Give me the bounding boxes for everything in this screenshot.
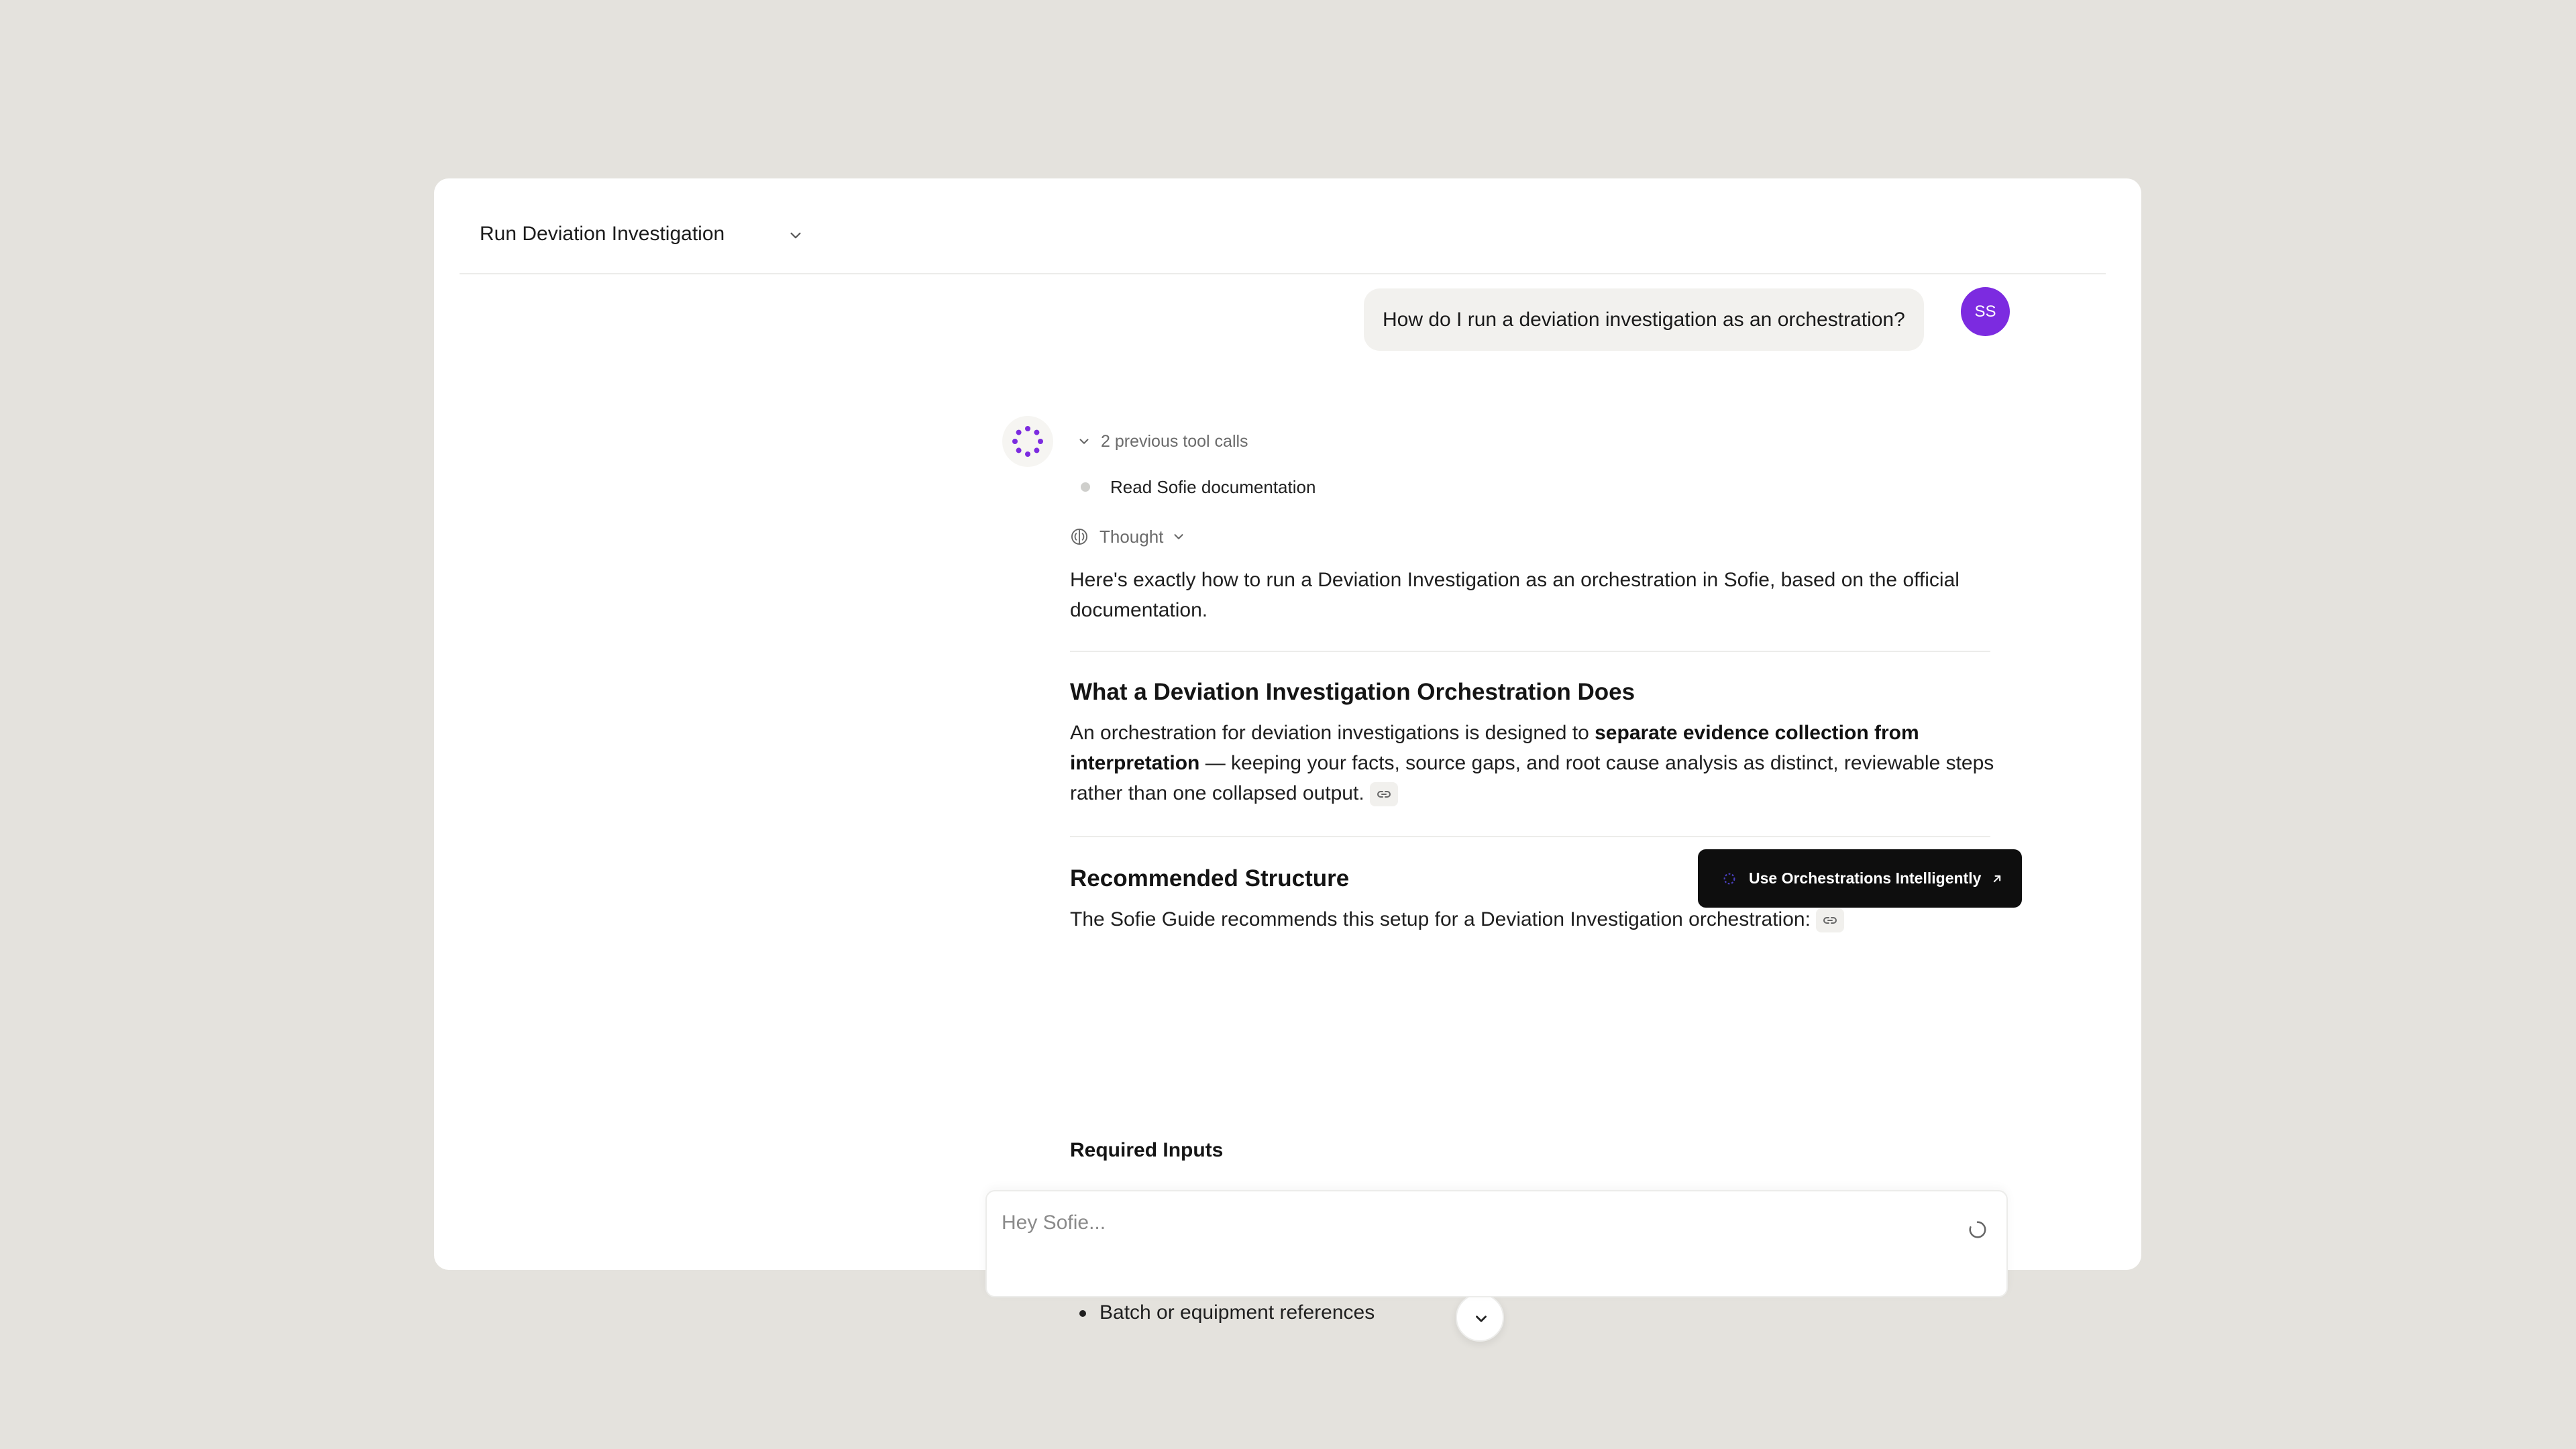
paragraph-bold: separate evidence collection from interpretation (1070, 722, 1919, 774)
tool-calls-label: 2 previous tool calls (1101, 431, 1248, 451)
message-composer (985, 1190, 2008, 1297)
message-input[interactable] (1002, 1212, 1927, 1234)
status-dot-icon (1081, 482, 1090, 492)
source-link-chip[interactable] (1370, 782, 1398, 806)
scroll-to-bottom-button[interactable] (1456, 1293, 1504, 1342)
source-link-chip[interactable] (1816, 908, 1844, 932)
chevron-down-icon (1077, 434, 1091, 449)
section-paragraph (1070, 904, 2043, 934)
source-tooltip[interactable] (1698, 849, 2022, 908)
tooltip-label: Use Orchestrations Intelligently (1749, 869, 1982, 887)
chat-window (434, 178, 2141, 1324)
chevron-down-icon (1472, 1310, 1490, 1328)
section-heading: Recommended Structure (1070, 865, 1350, 892)
loading-spinner-icon (1722, 871, 1737, 886)
divider (1070, 651, 1990, 652)
external-arrow-icon (1990, 872, 2004, 885)
thought-label: Thought (1099, 526, 1164, 547)
assistant-intro: Here's exactly how to run a Deviation Investigation as an orchestration in Sofie, based on the official documentation. (1070, 569, 1960, 621)
brain-icon (1070, 527, 1089, 546)
section-paragraph (1070, 718, 2009, 808)
tool-call-item[interactable] (1081, 474, 1316, 500)
chevron-down-icon[interactable] (787, 227, 804, 244)
chevron-down-icon (1171, 529, 1186, 544)
assistant-avatar (1002, 416, 1053, 467)
thought-toggle[interactable] (1070, 523, 1186, 550)
paragraph-text: — keeping your facts, source gaps, and root cause analysis as distinct, reviewable steps rather than one collapsed output. (1070, 752, 1994, 804)
divider (1070, 836, 1990, 837)
list-item: Batch or equipment references (1070, 1294, 1375, 1331)
conversation-title[interactable]: Run Deviation Investigation (480, 223, 725, 245)
required-inputs-heading: Required Inputs (1070, 1139, 1224, 1161)
user-avatar[interactable]: SS (1961, 287, 2010, 336)
link-icon (1821, 912, 1839, 928)
tool-call-label: Read Sofie documentation (1110, 476, 1316, 497)
loading-spinner-icon (1968, 1220, 1988, 1240)
section-heading: What a Deviation Investigation Orchestration Does (1070, 679, 1635, 705)
paragraph-text: An orchestration for deviation investigations is designed to (1070, 722, 1595, 744)
chat-header (460, 178, 2106, 274)
paragraph-text: The Sofie Guide recommends this setup for a Deviation Investigation orchestration: (1070, 908, 1811, 930)
user-message-bubble: How do I run a deviation investigation as an orchestration? (1364, 288, 1924, 351)
tool-calls-toggle[interactable] (1077, 428, 1248, 455)
loading-dots-icon (1012, 425, 1044, 458)
link-icon (1375, 786, 1393, 802)
